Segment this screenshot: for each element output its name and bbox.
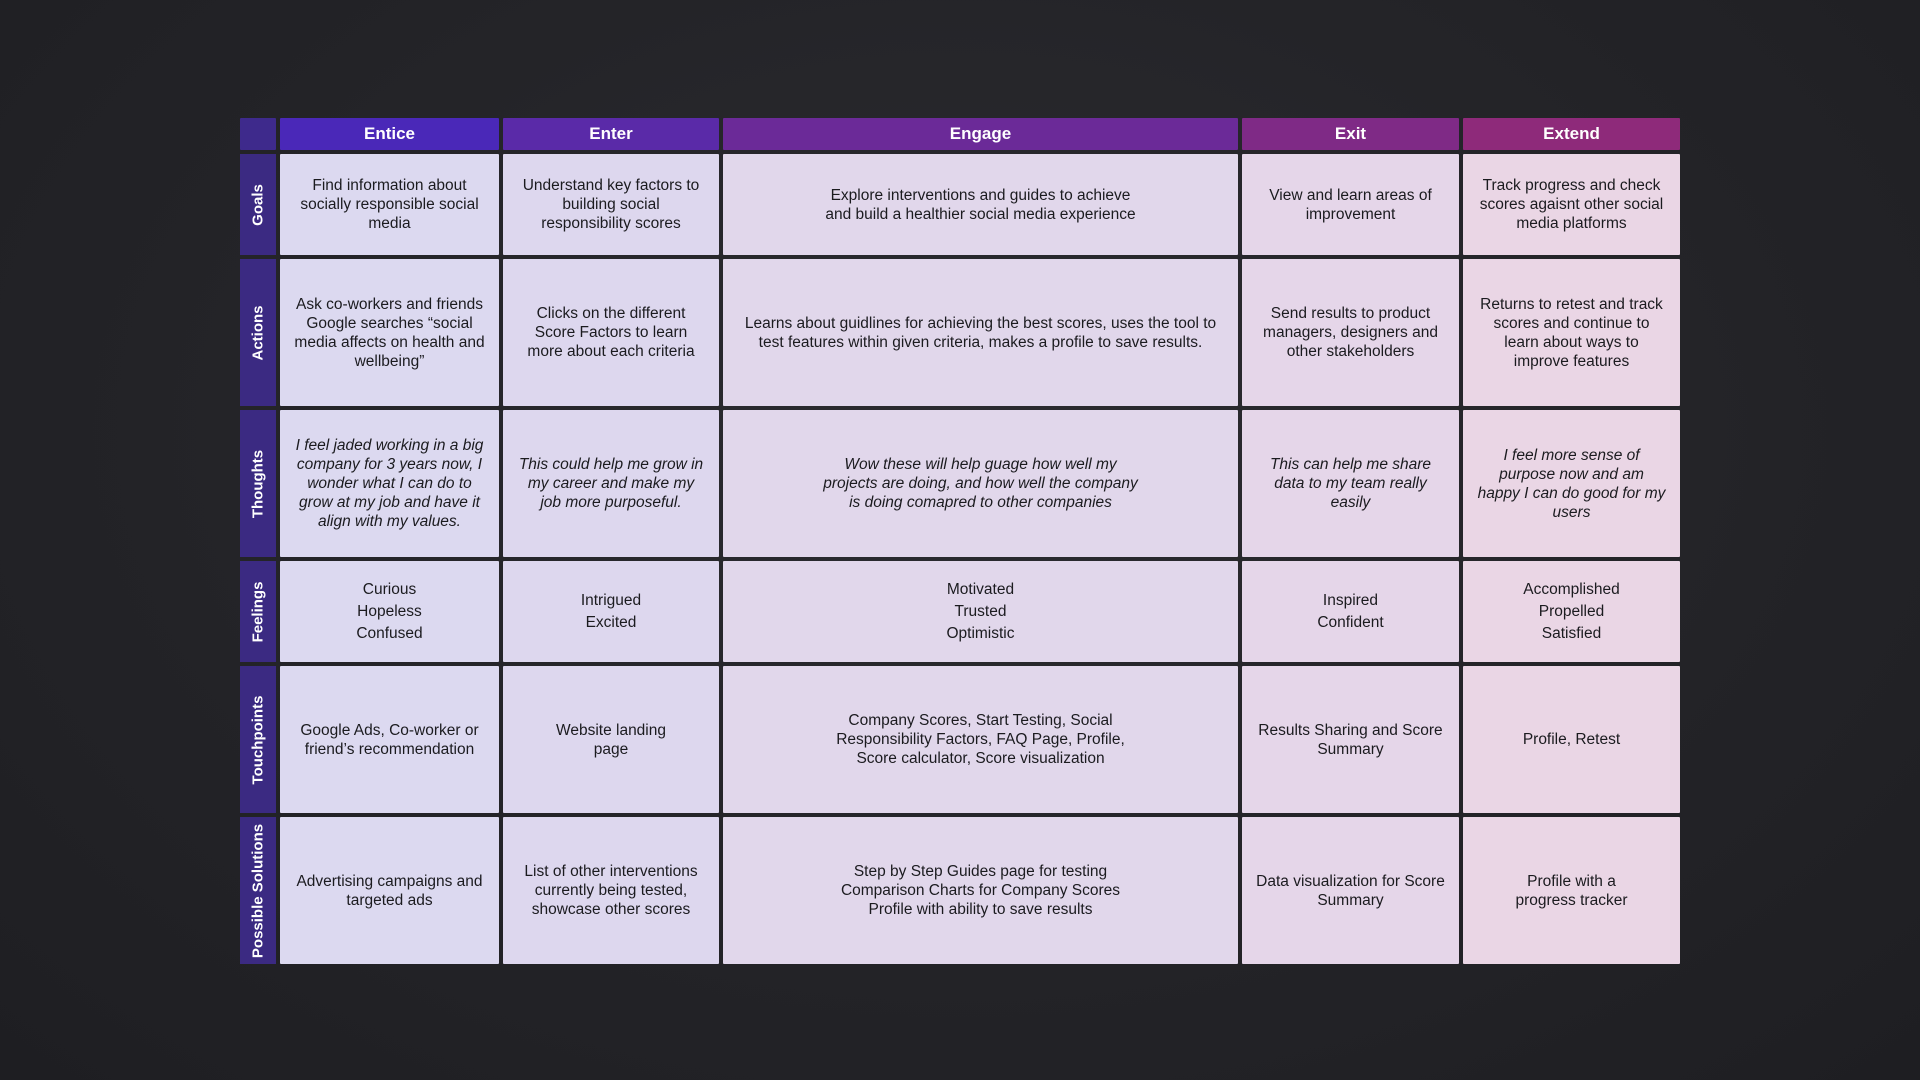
cell-solutions-exit: Data visualization for Score Summary [1242, 817, 1459, 964]
cell-touchpoints-exit: Results Sharing and Score Summary [1242, 666, 1459, 813]
cell-thoughts-entice: I feel jaded working in a big company for 3 years now, I wonder what I can do to grow at my job and have it align with my values. [280, 410, 499, 557]
row-label-feelings: Feelings [249, 581, 267, 642]
cell-solutions-enter: List of other interventions currently being tested, showcase other scores [503, 817, 719, 964]
row-label-goals: Goals [249, 183, 267, 226]
row-header-actions [240, 259, 276, 406]
cell-feelings-engage: Motivated Trusted Optimistic [723, 561, 1238, 662]
stage-header-enter: Enter [503, 118, 719, 150]
row-label-thoughts: Thoughts [249, 449, 267, 518]
cell-solutions-engage: Step by Step Guides page for testing Comparison Charts for Company Scores Profile with ability to save results [723, 817, 1238, 964]
cell-touchpoints-engage: Company Scores, Start Testing, Social Responsibility Factors, FAQ Page, Profile, Score calculator, Score visualization [723, 666, 1238, 813]
row-label-possible-solutions: Possible Solutions [249, 823, 267, 958]
corner-cell [240, 118, 276, 150]
stage-header-entice: Entice [280, 118, 499, 150]
cell-feelings-entice: Curious Hopeless Confused [280, 561, 499, 662]
row-header-possible-solutions [240, 817, 276, 964]
cell-actions-engage: Learns about guidlines for achieving the best scores, uses the tool to test features within given criteria, makes a profile to save results. [723, 259, 1238, 406]
cell-feelings-exit: Inspired Confident [1242, 561, 1459, 662]
row-label-actions: Actions [249, 304, 267, 361]
cell-touchpoints-extend: Profile, Retest [1463, 666, 1680, 813]
cell-goals-extend: Track progress and check scores agaisnt other social media platforms [1463, 154, 1680, 255]
cell-solutions-extend: Profile with a progress tracker [1463, 817, 1680, 964]
row-header-goals [240, 154, 276, 255]
cell-goals-engage: Explore interventions and guides to achieve and build a healthier social media experience [723, 154, 1238, 255]
row-header-touchpoints [240, 666, 276, 813]
cell-goals-entice: Find information about socially responsible social media [280, 154, 499, 255]
row-header-feelings [240, 561, 276, 662]
cell-actions-entice: Ask co-workers and friends Google searches “social media affects on health and wellbeing” [280, 259, 499, 406]
row-label-touchpoints: Touchpoints [249, 695, 267, 784]
cell-touchpoints-enter: Website landing page [503, 666, 719, 813]
cell-actions-extend: Returns to retest and track scores and continue to learn about ways to improve features [1463, 259, 1680, 406]
cell-thoughts-exit: This can help me share data to my team really easily [1242, 410, 1459, 557]
cell-solutions-entice: Advertising campaigns and targeted ads [280, 817, 499, 964]
cell-feelings-enter: Intrigued Excited [503, 561, 719, 662]
stage-header-engage: Engage [723, 118, 1238, 150]
cell-actions-exit: Send results to product managers, designers and other stakeholders [1242, 259, 1459, 406]
stage-header-extend: Extend [1463, 118, 1680, 150]
journey-map-grid [240, 118, 1680, 964]
cell-goals-enter: Understand key factors to building social responsibility scores [503, 154, 719, 255]
cell-thoughts-engage: Wow these will help guage how well my projects are doing, and how well the company is doing comapred to other companies [723, 410, 1238, 557]
row-header-thoughts [240, 410, 276, 557]
cell-thoughts-extend: I feel more sense of purpose now and am happy I can do good for my users [1463, 410, 1680, 557]
cell-thoughts-enter: This could help me grow in my career and make my job more purposeful. [503, 410, 719, 557]
cell-feelings-extend: Accomplished Propelled Satisfied [1463, 561, 1680, 662]
cell-goals-exit: View and learn areas of improvement [1242, 154, 1459, 255]
cell-actions-enter: Clicks on the different Score Factors to learn more about each criteria [503, 259, 719, 406]
stage-header-exit: Exit [1242, 118, 1459, 150]
cell-touchpoints-entice: Google Ads, Co-worker or friend’s recommendation [280, 666, 499, 813]
